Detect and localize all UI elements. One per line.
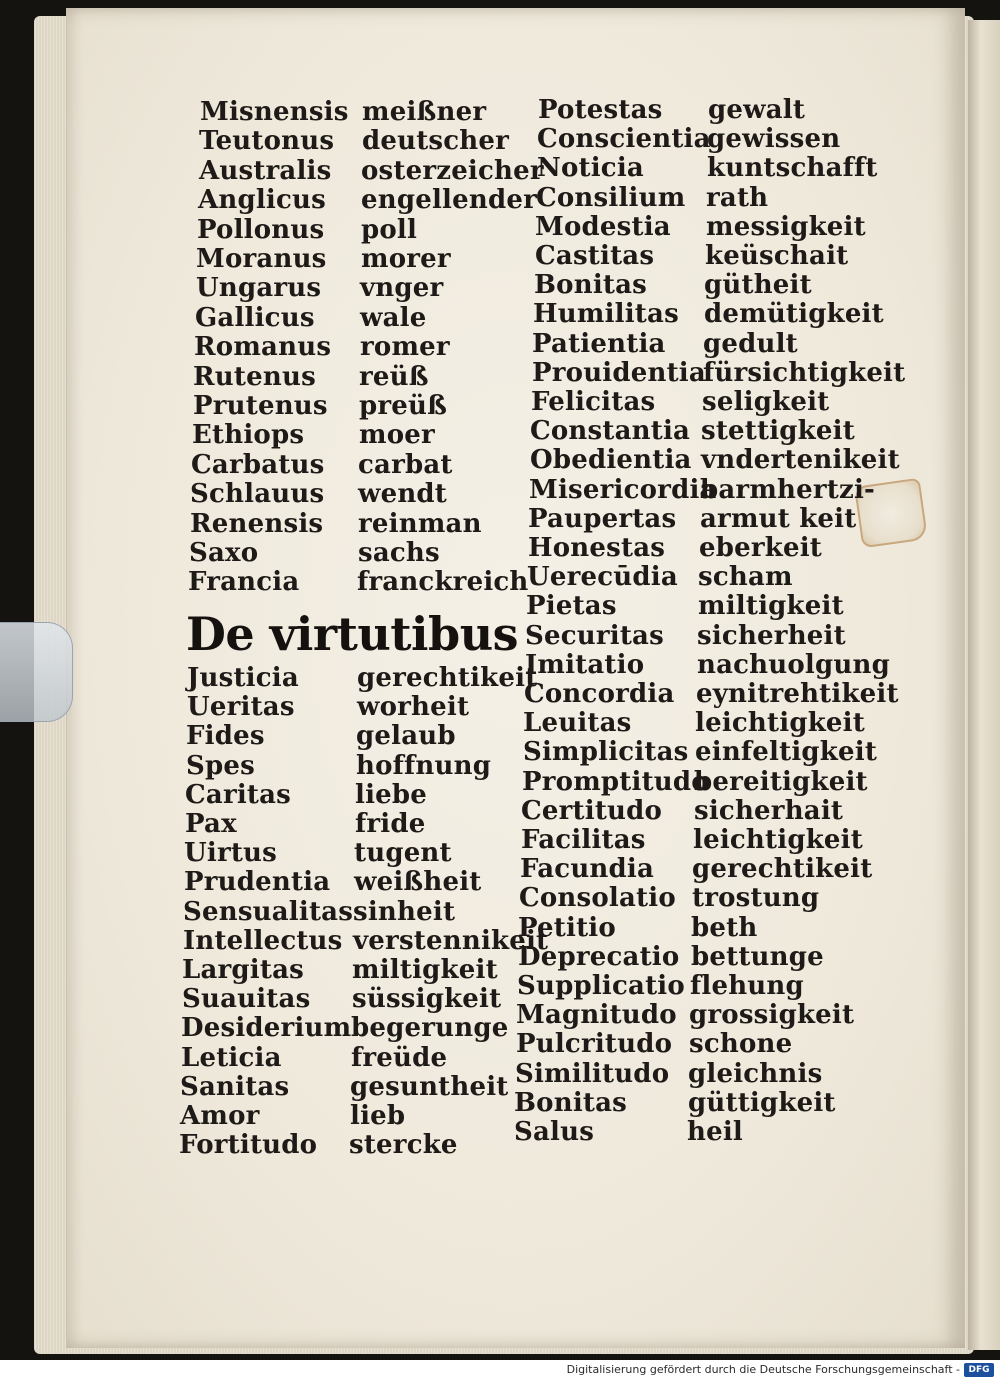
german-term: sicherheit [697,621,846,651]
german-term: gewissen [707,124,841,154]
german-term: bettunge [691,942,824,972]
german-term: wendt [358,479,448,509]
dfg-logo-icon: DFG [964,1363,994,1377]
german-term: gerechtikeit [692,854,873,884]
german-term: hoffnung [356,751,492,781]
german-term: lieb [350,1101,406,1131]
latin-term: Deprecatio [518,942,680,972]
german-term: bereitigkeit [694,767,868,797]
german-term: güttigkeit [688,1088,836,1118]
german-term: reinman [358,509,482,539]
latin-term: Simplicitas [523,737,689,767]
german-term: eynitrehtikeit [696,679,899,709]
german-term: fride [355,809,426,839]
latin-term: Sensualitas [183,897,354,927]
german-term: worheit [357,692,470,722]
latin-term: Bonitas [534,270,647,300]
german-term: engellender [361,185,537,215]
latin-term: Anglicus [198,185,326,215]
german-term: beth [691,913,758,943]
latin-term: Supplicatio [517,971,685,1001]
german-term: reüß [359,362,429,392]
latin-term: Ueritas [187,692,295,722]
latin-term: Bonitas [514,1088,627,1118]
latin-term: Saxo [189,538,259,568]
latin-term: Consilium [536,183,686,213]
german-term: franckreich [357,567,529,597]
latin-term: Fides [186,721,265,751]
german-term: liebe [355,780,428,810]
latin-term: Uirtus [184,838,277,868]
latin-term: Ungarus [196,273,322,303]
german-term: miltigkeit [352,955,498,985]
german-term: sachs [358,538,440,568]
german-term: verstennikeit [353,926,549,956]
latin-term: Modestia [535,212,671,242]
latin-term: Moranus [196,244,327,274]
german-term: gewalt [708,95,806,125]
german-term: miltigkeit [698,591,844,621]
german-term: trostung [692,883,820,913]
latin-term: Castitas [535,241,655,271]
german-term: morer [361,244,451,274]
latin-term: Salus [514,1117,595,1147]
latin-term: Prouidentia [532,358,706,388]
latin-term: Carbatus [191,450,325,480]
german-term: stercke [349,1130,458,1160]
latin-term: Australis [199,156,332,186]
latin-term: Petitio [518,913,616,943]
latin-term: Similitudo [515,1059,670,1089]
german-term: gütheit [704,270,812,300]
german-term: leichtigkeit [693,825,863,855]
latin-term: Romanus [194,332,332,362]
latin-term: Patientia [532,329,666,359]
latin-term: Fortitudo [179,1130,318,1160]
latin-term: Magnitudo [516,1000,677,1030]
latin-term: Certitudo [521,796,663,826]
clip-tab [0,622,73,722]
german-term: demütigkeit [704,299,884,329]
latin-term: Francia [188,567,300,597]
latin-term: Renensis [190,509,324,539]
latin-term: Pulcritudo [516,1029,673,1059]
german-term: preüß [359,391,448,421]
german-term: flehung [690,971,804,1001]
german-term: leichtigkeit [695,708,865,738]
latin-term: Leticia [181,1043,282,1073]
latin-term: Sanitas [180,1072,290,1102]
german-term: nachuolgung [697,650,890,680]
german-term: fürsichtigkeit [703,358,906,388]
german-term: deutscher [362,126,510,156]
latin-term: Amor [180,1101,260,1131]
latin-term: Consolatio [519,883,676,913]
german-term: osterzeicher [361,156,544,186]
latin-term: Largitas [182,955,304,985]
latin-term: Facilitas [521,825,646,855]
german-term: grossigkeit [689,1000,855,1030]
latin-term: Uerecūdia [527,562,678,592]
latin-term: Misericordia [529,475,717,505]
latin-term: Pax [185,809,237,839]
latin-term: Desiderium [181,1013,352,1043]
german-term: gesuntheit [350,1072,509,1102]
german-term: romer [360,332,450,362]
german-term: kuntschafft [707,153,878,183]
german-term: vnger [360,273,444,303]
german-term: wale [360,303,427,333]
latin-term: Caritas [185,780,292,810]
german-term: eberkeit [699,533,823,563]
latin-term: Securitas [525,621,664,651]
german-term: messigkeit [706,212,866,242]
latin-term: Paupertas [528,504,677,534]
german-term: carbat [358,450,453,480]
latin-term: Imitatio [525,650,645,680]
latin-term: Misnensis [200,97,349,127]
latin-term: Leuitas [523,708,632,738]
latin-term: Obedientia [530,445,692,475]
latin-term: Felicitas [531,387,656,417]
german-term: einfeltigkeit [695,737,878,767]
german-term: gelaub [356,721,456,751]
latin-term: Intellectus [183,926,343,956]
german-term: tugent [354,838,452,868]
german-term: sicherhait [694,796,844,826]
latin-term: Schlauus [190,479,325,509]
latin-term: Suauitas [182,984,311,1014]
latin-term: Potestas [538,95,663,125]
latin-term: Spes [186,751,255,781]
latin-term: Teutonus [199,126,335,156]
german-term: seligkeit [702,387,830,417]
german-term: freüde [351,1043,448,1073]
german-term: rath [706,183,769,213]
german-term: süssigkeit [352,984,502,1014]
latin-term: Prutenus [193,391,328,421]
german-term: poll [361,215,418,245]
latin-term: Constantia [530,416,691,446]
latin-term: Pollonus [197,215,325,245]
german-term: vndertenikeit [701,445,900,475]
facing-page-edge [968,20,1000,1350]
latin-term: Justicia [187,663,299,693]
latin-term: Humilitas [533,299,679,329]
german-term: scham [698,562,793,592]
german-term: barmhertzi- [700,475,876,505]
latin-term: Honestas [528,533,666,563]
german-term: meißner [362,97,487,127]
latin-term: Pietas [526,591,617,621]
german-term: gedult [703,329,798,359]
german-term: weißheit [354,867,482,897]
latin-term: Ethiops [192,420,305,450]
latin-term: Conscientia [537,124,711,154]
section-heading: De virtutibus [186,607,519,661]
latin-term: Noticia [537,153,644,183]
footer-credit: Digitalisierung gefördert durch die Deutsche Forschungsgemeinschaft - [566,1363,960,1376]
german-term: moer [359,420,435,450]
latin-term: Gallicus [195,303,315,333]
german-term: stettigkeit [701,416,855,446]
latin-term: Promptitudo [522,767,709,797]
latin-term: Facundia [520,854,655,884]
latin-term: Rutenus [193,362,316,392]
german-term: armut keit [700,504,857,534]
german-term: schone [689,1029,793,1059]
footer-bar [0,1360,1000,1381]
latin-term: Concordia [524,679,675,709]
german-term: gerechtikeit [357,663,538,693]
german-term: gleichnis [688,1059,823,1089]
german-term: keüschait [705,241,849,271]
german-term: begerunge [351,1013,509,1043]
german-term: heil [687,1117,743,1147]
latin-term: Prudentia [184,867,331,897]
german-term: sinheit [353,897,456,927]
